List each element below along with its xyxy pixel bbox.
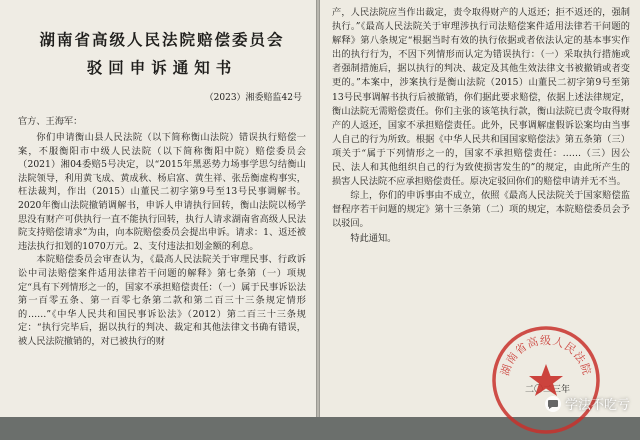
watermark-text: 学法不吃亏: [564, 398, 630, 413]
notice-title: 驳回申诉通知书: [86, 58, 238, 77]
document-number: （2023）湘委赔监42号: [204, 93, 302, 103]
salutation: 官方、王海军：: [18, 116, 83, 127]
paragraph: 你们申请衡山县人民法院（以下简称衡山法院）错误执行赔偿一案，不服衡阳市中级人民法院（以下简称衡阳中院）赔偿委员会（2021）湘04委赔5号决定，以“2015年黑恶势力场事学思匀结衡山法院领导，利用黄飞成、黄成秋、杨启富、黄生祥、张岳衡虚构事实，枉法裁判，作出（2015）山董民二初字第9号至13号民事调解书。2020年衡山法院撤销调解书，申诉人申请执行回转，衡山法院以杨学思没有财产可供执行一直不能执行回转，执行人请求湖南省高级人民法院支持赔偿请求”为由，向本院赔偿委员会提出申诉。请求：1、返还被违法执行扣划的1070万元。2、支付违法扣划金额的利息。: [18, 132, 306, 252]
paragraph: 特此通知。: [350, 232, 397, 244]
chat-bubble-icon: [545, 396, 561, 412]
paragraph: 综上，你们的申诉事由不成立，依照《最高人民法院关于国家赔偿监督程序若干问题的规定》第十三条第（二）项的规定，本院赔偿委员会予以驳回。: [332, 190, 630, 230]
watermark: [545, 394, 630, 413]
paragraph: 本院赔偿委员会审查认为，《最高人民法院关于审理民事、行政诉讼中司法赔偿案件适用法律若干问题的解释》第七条第（一）项规定“具有下列情形之一的，国家不承担赔偿责任：（一）属于民事诉讼法第一百零五条、第一百零七条第二款和第二百三十三条规定情形的……”《中华人民共和国民事诉讼法》（2012）第二百三十三条规定：“执行完毕后，据以执行的判决、裁定和其他法律文书确有错误，被人民法院撤销的，对已被执行的财: [18, 254, 306, 347]
court-seal-stamp: [486, 320, 606, 440]
left-document-page: [0, 0, 316, 417]
court-title: 湖南省高级人民法院赔偿委员会: [39, 30, 285, 49]
paragraph: 产，人民法院应当作出裁定，责令取得财产的人返还；拒不返还的，强制执行。”《最高人民法院关于审理涉执行司法赔偿案件适用法律若干问题的解释》第八条规定“根据当时有效的执行依据或者依法认定的基本事实作出的执行行为，不因下列情形而认定为错误执行：（一）采取执行措施或者强制措施后，据以执行的判决、裁定及其他生效法律文书被撤销或者变更的。”本案中，涉案执行是衡山法院（2015）山董民二初字第9号至第13号民事调解书执行后被撤销，你们据此要求赔偿，依据上述法律规定，衡山法院无需赔偿责任。你们主张的该笔执行款，衡山法院已责令取得财产的人返还，国家不承担赔偿责任。此外，民事调解虚假诉讼案均由当事人自己的行为所致。根据《中华人民共和国国家赔偿法》第五条第（三）项关于“属于下列情形之一的，国家不承担赔偿责任：……（三）因公民、法人和其他组织自己的行为致使损害发生的”的规定，由此所产生的损害人民法院不应承担赔偿责任。原决定驳回你们的赔偿申请并无不当。: [332, 7, 630, 188]
date-line: 二〇二三年: [524, 385, 570, 395]
svg-text:湖南省高级人民法院: 湖南省高级人民法院: [498, 334, 594, 378]
